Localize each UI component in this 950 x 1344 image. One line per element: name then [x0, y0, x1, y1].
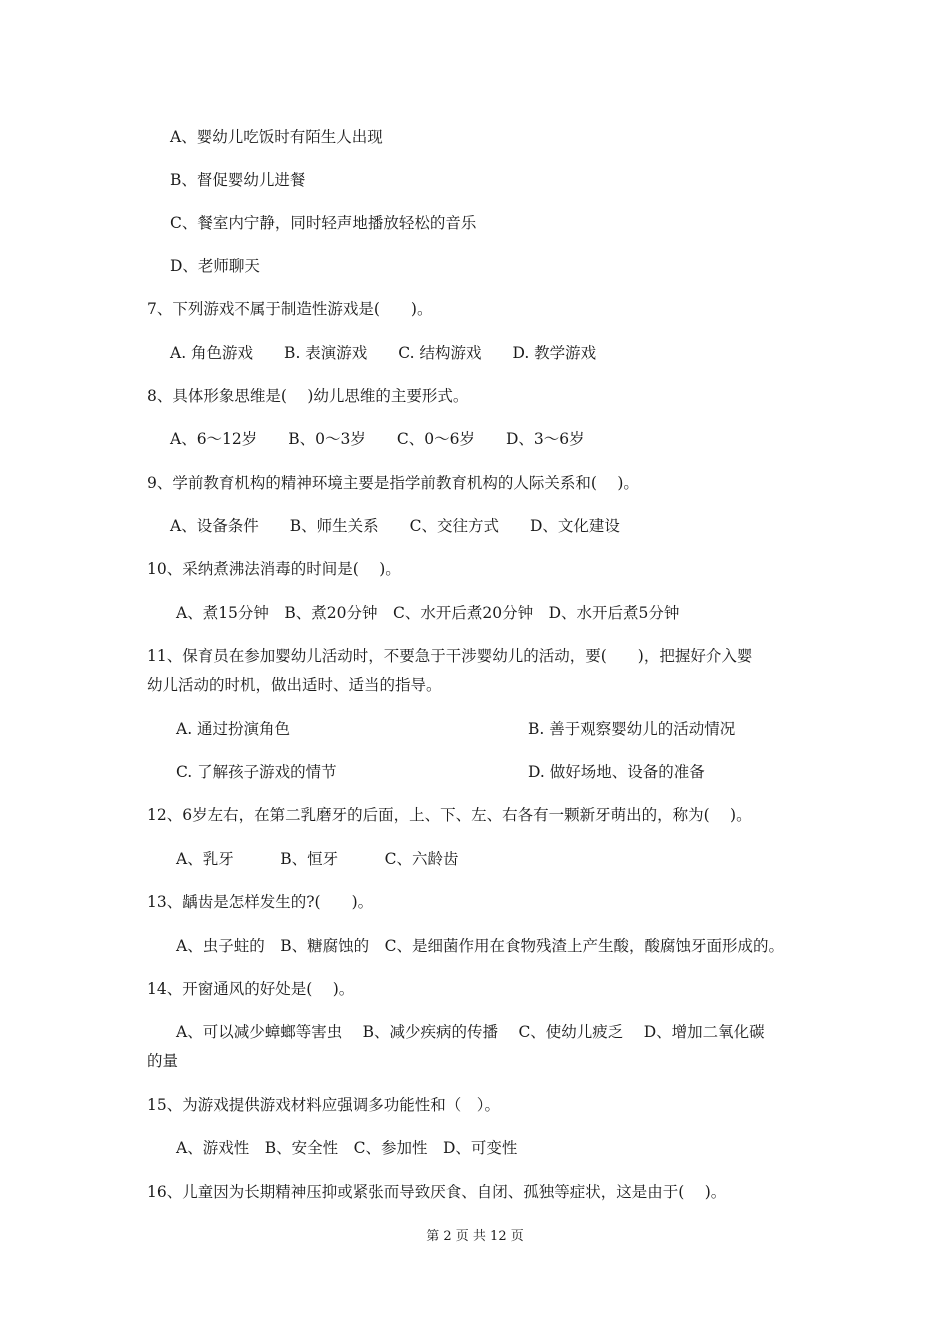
- q15-options: A、游戏性 B、安全性 C、参加性 D、可变性: [176, 1139, 518, 1157]
- q11-option-b: B. 善于观察婴幼儿的活动情况: [528, 720, 736, 738]
- q15-question: 15、为游戏提供游戏材料应强调多功能性和（ ）。: [147, 1096, 500, 1114]
- q10-question: 10、采纳煮沸法消毒的时间是( )。: [147, 560, 401, 578]
- q6-option-c: C、餐室内宁静，同时轻声地播放轻松的音乐: [170, 214, 477, 232]
- q6-option-d: D、老师聊天: [170, 257, 260, 275]
- q10-options: A、煮15分钟 B、煮20分钟 C、水开后煮20分钟 D、水开后煮5分钟: [176, 604, 680, 622]
- q14-options-line1: A、可以减少蟑螂等害虫 B、减少疾病的传播 C、使幼儿疲乏 D、增加二氧化碳: [176, 1023, 765, 1041]
- q11-option-a: A. 通过扮演角色: [176, 720, 291, 738]
- q12-question: 12、6岁左右，在第二乳磨牙的后面，上、下、左、右各有一颗新牙萌出的，称为( )。: [147, 806, 752, 824]
- q11-question-line1: 11、保育员在参加婴幼儿活动时，不要急于干涉婴幼儿的活动，要( )，把握好介入婴: [147, 647, 753, 665]
- q7-options: A. 角色游戏 B. 表演游戏 C. 结构游戏 D. 教学游戏: [170, 344, 597, 362]
- q13-question: 13、龋齿是怎样发生的?( )。: [147, 893, 374, 911]
- q6-option-b: B、督促婴幼儿进餐: [170, 171, 306, 189]
- q11-question-line2: 幼儿活动的时机，做出适时、适当的指导。: [147, 676, 442, 694]
- q9-question: 9、学前教育机构的精神环境主要是指学前教育机构的人际关系和( )。: [147, 474, 639, 492]
- q7-question: 7、下列游戏不属于制造性游戏是( )。: [147, 300, 433, 318]
- q14-options-line2: 的量: [147, 1052, 179, 1070]
- q6-option-a: A、婴幼儿吃饭时有陌生人出现: [170, 128, 383, 146]
- q11-option-d: D. 做好场地、设备的准备: [528, 763, 705, 781]
- q14-question: 14、开窗通风的好处是( )。: [147, 980, 355, 998]
- page-footer: 第 2 页 共 12 页: [426, 1229, 524, 1244]
- q13-options: A、虫子蛀的 B、糖腐蚀的 C、是细菌作用在食物残渣上产生酸，酸腐蚀牙面形成的。: [176, 937, 784, 955]
- q8-question: 8、具体形象思维是( )幼儿思维的主要形式。: [147, 387, 469, 405]
- q12-options: A、乳牙 B、恒牙 C、六龄齿: [176, 850, 459, 868]
- q8-options: A、6～12岁 B、0～3岁 C、0～6岁 D、3～6岁: [170, 430, 585, 448]
- q9-options: A、设备条件 B、师生关系 C、交往方式 D、文化建设: [170, 517, 620, 535]
- q16-question: 16、儿童因为长期精神压抑或紧张而导致厌食、自闭、孤独等症状，这是由于( )。: [147, 1183, 727, 1201]
- q11-option-c: C. 了解孩子游戏的情节: [176, 763, 337, 781]
